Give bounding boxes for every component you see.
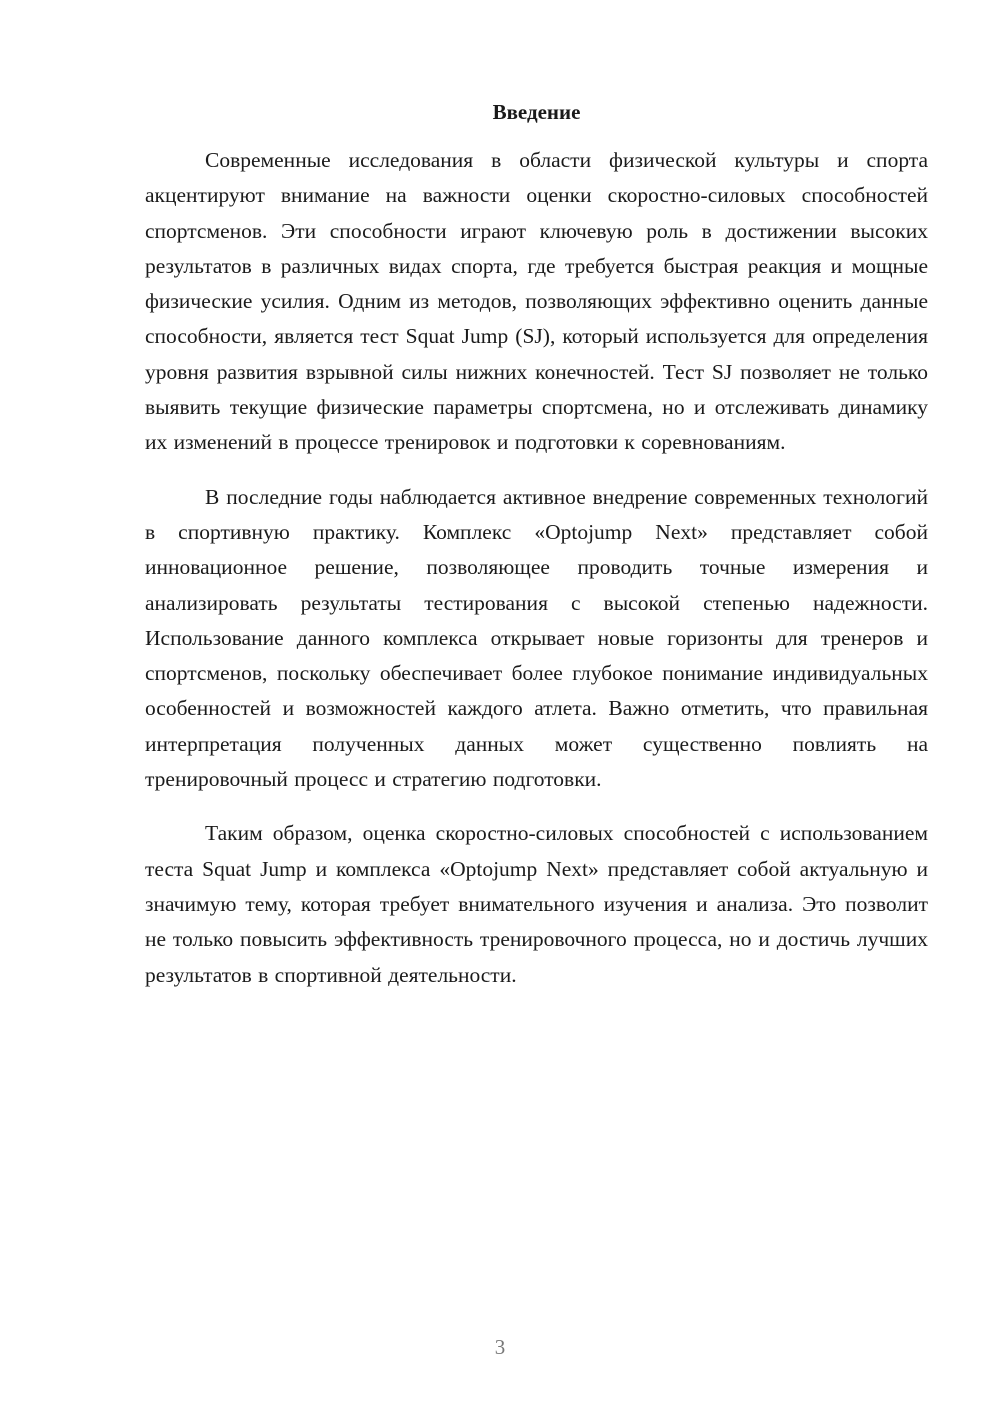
paragraph-2: В последние годы наблюдается активное внедрение современных технологий в спортивную практику. Комплекс «Optojump Next» представляет собой инновационное решение, позволяющее проводить точные измерения и анализировать результаты тестирования с высокой степенью надежности. Использование данного комплекса открывает новые горизонты для тренеров и спортсменов, поскольку обеспечивает более глубокое понимание индивидуальных особенностей и возможностей каждого атлета. Важно отметить, что правильная интерпретация полученных данных может существенно повлиять на тренировочный процесс и стратегию подготовки. [145, 484, 928, 792]
paragraph-3: Таким образом, оценка скоростно-силовых способностей с использованием теста Squat Jump и комплекса «Optojump Next» представляет собой актуальную и значимую тему, которая требует внимательного изучения и анализа. Это позволит не только повысить эффективность тренировочного процесса, но и достичь лучших результатов в спортивной деятельности. [145, 821, 928, 987]
page-number: 3 [494, 1335, 506, 1359]
document-body [145, 143, 928, 1012]
page-title: Введение [492, 100, 581, 124]
paragraph-1: Современные исследования в области физической культуры и спорта акцентируют внимание на важности оценки скоростно-силовых способностей спортсменов. Эти способности играют ключевую роль в достижении высоких результатов в различных видах спорта, где требуется быстрая реакция и мощные физические усилия. Одним из методов, позволяющих эффективно оценить данные способности, является тест Squat Jump (SJ), который используется для определения уровня развития взрывной силы нижних конечностей. Тест SJ позволяет не только выявить текущие физические параметры спортсмена, но и отслеживать динамику их изменений в процессе тренировок и подготовки к соревнованиям. [145, 148, 928, 455]
